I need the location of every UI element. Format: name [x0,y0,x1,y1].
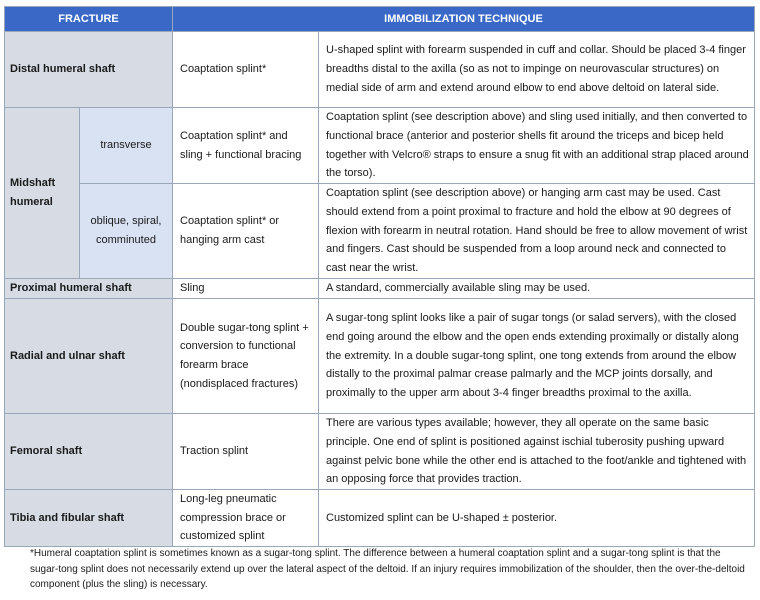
technique-cell: Long-leg pneumatic compression brace or customized splint [173,490,319,547]
description-cell: Coaptation splint (see description above) or hanging arm cast may be used. Cast should extend from a point proximal to fracture and hold the elbow at 90 degrees of flexion with forearm in neutral rotation. Hand should be free to allow movement of wrist and fingers. Cast should be suspended from a loop around neck and connected to cast near the wrist. [319,184,755,279]
immobilization-table [4,6,755,547]
table-row [5,414,755,490]
fracture-cell: Femoral shaft [5,414,173,490]
table-row [5,184,755,279]
subtype-cell: oblique, spiral, comminuted [80,184,173,279]
fracture-cell: Radial and ulnar shaft [5,299,173,414]
technique-cell: Sling [173,279,319,299]
fracture-cell: Midshaft humeral [5,108,80,279]
fracture-cell: Distal humeral shaft [5,32,173,108]
technique-cell: Coaptation splint* [173,32,319,108]
table-row [5,279,755,299]
header-fracture: FRACTURE [5,7,173,32]
table-row [5,299,755,414]
description-cell: U-shaped splint with forearm suspended in cuff and collar. Should be placed 3-4 finger breadths distal to the axilla (so as not to impinge on neurovascular structures) on medial side of arm and extend around elbow to end above deltoid on lateral side. [319,32,755,108]
technique-cell: Double sugar-tong splint + conversion to functional forearm brace (nondisplaced fractures) [173,299,319,414]
table-row [5,32,755,108]
description-cell: A sugar-tong splint looks like a pair of sugar tongs (or salad servers), with the closed end going around the elbow and the open ends extending proximally or distally along the extremity. In a double sugar-tong splint, one tong extends from around the elbow distally to the proximal palmar crease palmarly and the MCP joints dorsally, and proximally to the upper arm about 3-4 finger breadths proximal to the axilla. [319,299,755,414]
description-cell: There are various types available; however, they all operate on the same basic principle. One end of splint is positioned against ischial tuberosity pushing upward against pelvic bone while the other end is attached to the foot/ankle and tightened with an opposing force that provides traction. [319,414,755,490]
table-row [5,490,755,547]
header-row [5,7,755,32]
description-cell: A standard, commercially available sling may be used. [319,279,755,299]
technique-cell: Coaptation splint* and sling + functional bracing [173,108,319,184]
fracture-cell: Proximal humeral shaft [5,279,173,299]
subtype-cell: transverse [80,108,173,184]
description-cell: Coaptation splint (see description above) and sling used initially, and then converted to functional brace (anterior and posterior shells fit around the triceps and bicep held together with Velcro® straps to ensure a snug fit with an additional strap placed around the torso). [319,108,755,184]
header-technique: IMMOBILIZATION TECHNIQUE [173,7,755,32]
technique-cell: Coaptation splint* or hanging arm cast [173,184,319,279]
footnote: *Humeral coaptation splint is sometimes known as a sugar-tong splint. The difference between a humeral coaptation splint and a sugar-tong splint is that the sugar-tong splint does not necessarily extend up over the lateral aspect of the deltoid. If an injury requires immobilization of the shoulder, then the over-the-deltoid component (plus the sling) is necessary. [30,548,745,590]
technique-cell: Traction splint [173,414,319,490]
description-cell: Customized splint can be U-shaped ± posterior. [319,490,755,547]
fracture-cell: Tibia and fibular shaft [5,490,173,547]
table-row [5,108,755,184]
